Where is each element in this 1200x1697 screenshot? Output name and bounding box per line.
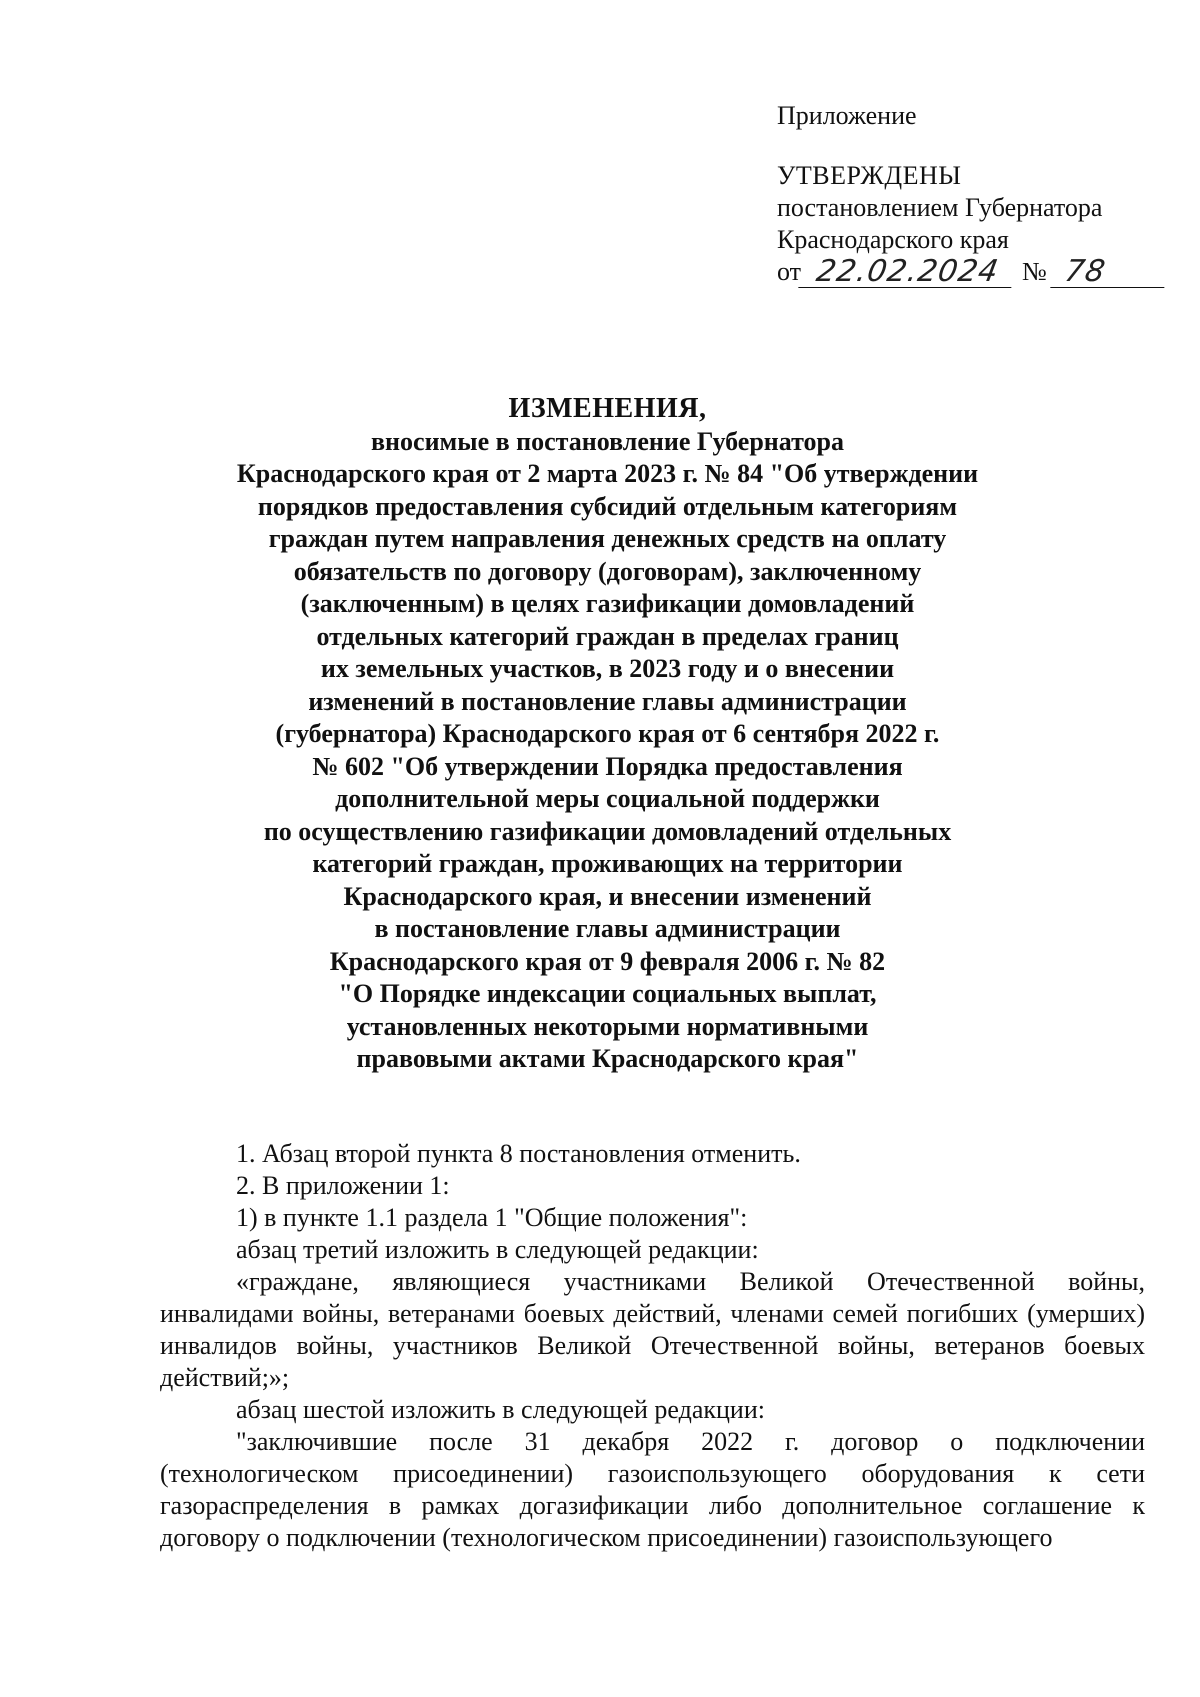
title-line: изменений в постановление главы администрации: [308, 686, 907, 716]
title-line: в постановление главы администрации: [374, 914, 841, 943]
title-line: (губернатора) Краснодарского края от 6 сентября 2022 г.: [275, 719, 940, 748]
title-line: граждан путем направления денежных средств на оплату: [268, 524, 947, 553]
title-line: Краснодарского края от 2 марта 2023 г. № 84 "Об утверждении: [236, 459, 979, 488]
handwritten-date: 22.02.2024: [798, 257, 1016, 288]
body-paragraph: «граждане, являющиеся участниками Великой Отечественной войны, инвалидами войны, ветеранами боевых действий, членами семей погибших (умерших) инвалидов войны, участников Великой Отечественной войны, ветеранов боевых действий;»;: [160, 1267, 1145, 1392]
body-paragraph: абзац шестой изложить в следующей редакции:: [236, 1395, 765, 1424]
document-body: [160, 1138, 1145, 1554]
title-line: вносимые в постановление Губернатора: [371, 426, 844, 456]
title-line: Краснодарского края от 9 февраля 2006 г. № 82: [329, 946, 886, 976]
approved-by-line-1: постановлением Губернатора: [777, 193, 1103, 222]
title-line: (заключенным) в целях газификации домовладений: [300, 589, 915, 618]
approved-by-line-2: Краснодарского края: [777, 225, 1009, 254]
title-line: "О Порядке индексации социальных выплат,: [338, 979, 877, 1008]
title-line: № 602 "Об утверждении Порядка предоставления: [312, 751, 903, 781]
body-paragraph: "заключившие после 31 декабря 2022 г. договор о подключении (технологическом присоединении) газоиспользующего оборудования к сети газораспределения в рамках догазификации либо дополнительное соглашение к договору о подключении (технологическом присоединении) газоиспользующего: [160, 1427, 1145, 1552]
title-line: Краснодарского края, и внесении изменений: [343, 881, 872, 911]
approval-block: [777, 100, 1157, 288]
body-paragraph: абзац третий изложить в следующей редакции:: [236, 1235, 759, 1264]
body-paragraph: 1) в пункте 1.1 раздела 1 "Общие положения":: [236, 1203, 748, 1232]
title-line: по осуществлению газификации домовладений отдельных: [263, 816, 952, 846]
title-main: ИЗМЕНЕНИЯ,: [508, 393, 707, 424]
body-paragraph: 2. В приложении 1:: [236, 1171, 450, 1200]
title-line: правовыми актами Краснодарского края": [356, 1044, 859, 1073]
title-line: установленных некоторыми нормативными: [346, 1011, 869, 1041]
document-title: [160, 393, 1055, 1076]
title-line: отдельных категорий граждан в пределах границ: [316, 621, 899, 651]
title-line: их земельных участков, в 2023 году и о внесении: [320, 654, 895, 683]
handwritten-number: 78: [1050, 257, 1169, 288]
title-line: порядков предоставления субсидий отдельным категориям: [257, 491, 958, 521]
date-number-line: [777, 256, 1157, 288]
body-paragraph: 1. Абзац второй пункта 8 постановления отменить.: [236, 1139, 801, 1168]
title-line: дополнительной меры социальной поддержки: [335, 784, 880, 813]
approved-heading: УТВЕРЖДЕНЫ: [777, 161, 962, 190]
title-line: обязательств по договору (договорам), заключенному: [293, 556, 922, 586]
date-prefix: от: [777, 257, 802, 286]
title-line: категорий граждан, проживающих на территории: [312, 849, 903, 878]
appendix-label: Приложение: [777, 101, 917, 130]
number-sign: №: [1022, 257, 1047, 286]
